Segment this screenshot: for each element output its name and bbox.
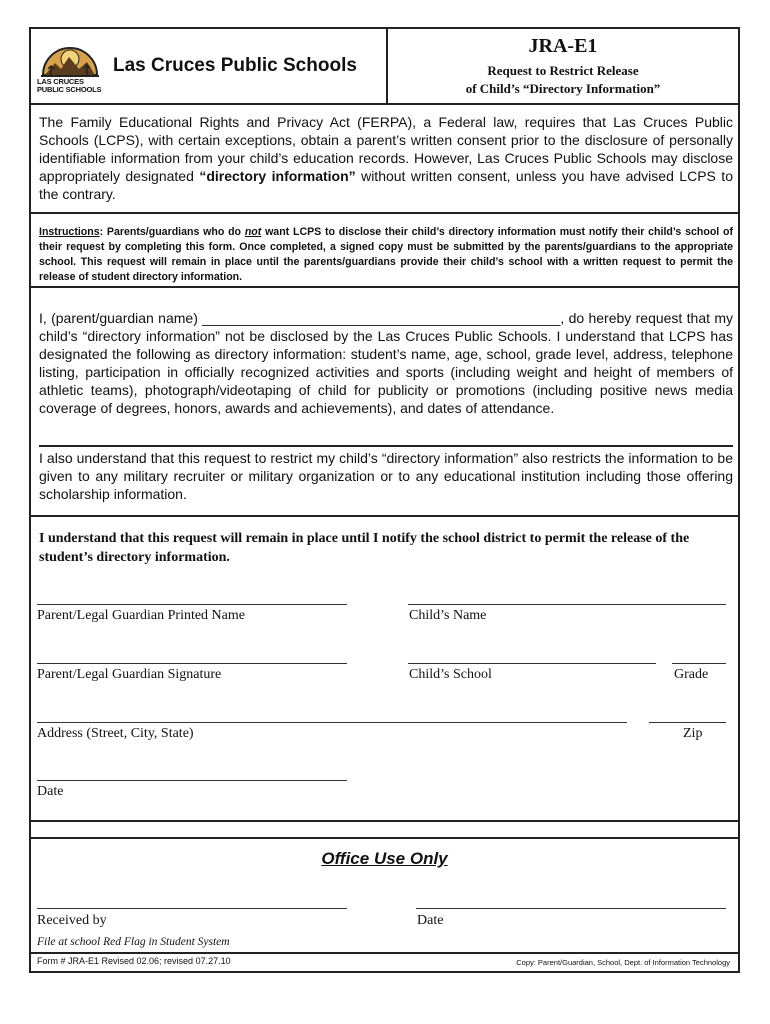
received-by-line[interactable]	[37, 908, 347, 909]
section-divider	[31, 286, 738, 288]
parent-printed-name-label: Parent/Legal Guardian Printed Name	[37, 608, 245, 623]
zip-line[interactable]	[649, 722, 726, 723]
intro-part1: The Family Educational Rights and Privacy Act (FERPA), a Federal law, requires that Las Cruces Public Schools (LCPS), with certain exceptions, obtain a parent’s written consent prior to the disclosure of personally identifiable information from your child’s education records. However, Las Cruces Public Schools may disclose appropriately designated	[39, 114, 733, 184]
instructions-rest: want LCPS to disclose their child’s directory information must notify their child’s school of their request by completing this form. Once completed, a signed copy must be submitted by the parents/guardians to the appropriate school. This request will remain in place until the parents/guardians provide their child’s school with a written request to permit the release of student directory information.	[39, 226, 734, 283]
parent-signature-label: Parent/Legal Guardian Signature	[37, 667, 222, 682]
instructions-label: Instructions	[39, 226, 100, 238]
office-use-title: Office Use Only	[321, 849, 448, 868]
request-paragraph: I, (parent/guardian name) ______________________________________________, do hereby request that my child’s “directory information” not be disclosed by the Las Cruces Public Schools. I understand that LCPS has designated the following as directory information: student’s name, age, school, grade level, address, telephone listing, participation in officially recognized activities and sports (including weight and height of members of athletic teams), photograph/videotaping of child for publicity or promotions (including positive news media coverage of degrees, honors, awards and achievements), and dates of attendance.	[39, 310, 733, 416]
understand-paragraph: I understand that this request will remain in place until I notify the school district to permit the release of the student’s directory information.	[39, 531, 690, 565]
grade-label: Grade	[674, 667, 709, 682]
form-title-line1: Request to Restrict Release	[487, 63, 639, 78]
parent-signature-line[interactable]	[37, 663, 347, 664]
section-divider	[31, 820, 738, 822]
childs-school-line[interactable]	[408, 663, 656, 664]
address-line[interactable]	[37, 722, 627, 723]
intro-part2: without written consent, unless you have advised LCPS to the contrary.	[39, 168, 733, 202]
logo-text: LAS CRUCES PUBLIC SCHOOLS	[37, 77, 102, 94]
childs-school-label: Child’s School	[409, 667, 492, 682]
military-paragraph: I also understand that this request to restrict my child’s “directory information” also restricts the information to be given to any military recruiter or military organization or to any educational institution including those offering scholarship information.	[39, 450, 733, 502]
instructions-not: not	[244, 226, 262, 238]
rule-line	[39, 445, 733, 447]
copy-distribution: Copy: Parent/Guardian, School, Dept. of Information Technology	[516, 958, 730, 967]
intro-bold: “directory information”	[199, 168, 356, 184]
section-divider	[31, 837, 738, 839]
section-divider	[31, 212, 738, 214]
form-title-line2: of Child’s “Directory Information”	[465, 81, 661, 96]
footer-divider	[31, 952, 738, 954]
childs-name-line[interactable]	[408, 604, 726, 605]
office-date-line[interactable]	[416, 908, 726, 909]
address-label: Address (Street, City, State)	[37, 726, 194, 741]
form-header	[31, 29, 738, 105]
filing-note: File at school Red Flag in Student System	[37, 936, 230, 948]
form-title	[388, 62, 738, 98]
school-name: Las Cruces Public Schools	[113, 55, 357, 76]
childs-name-label: Child’s Name	[409, 608, 487, 623]
intro-paragraph	[39, 113, 733, 203]
received-by-label: Received by	[37, 913, 107, 928]
form-frame	[29, 27, 740, 973]
instructions-colon: : Parents/guardians who do	[99, 226, 245, 238]
date-line[interactable]	[37, 780, 347, 781]
form-revision: Form # JRA-E1 Revised 02.06; revised 07.27.10	[37, 956, 231, 966]
instructions-paragraph	[39, 225, 733, 285]
section-divider	[31, 515, 738, 517]
grade-line[interactable]	[672, 663, 726, 664]
form-id: JRA-E1	[528, 35, 598, 57]
office-date-label: Date	[417, 913, 444, 928]
parent-printed-name-line[interactable]	[37, 604, 347, 605]
date-label: Date	[37, 784, 64, 799]
zip-label: Zip	[683, 726, 703, 741]
